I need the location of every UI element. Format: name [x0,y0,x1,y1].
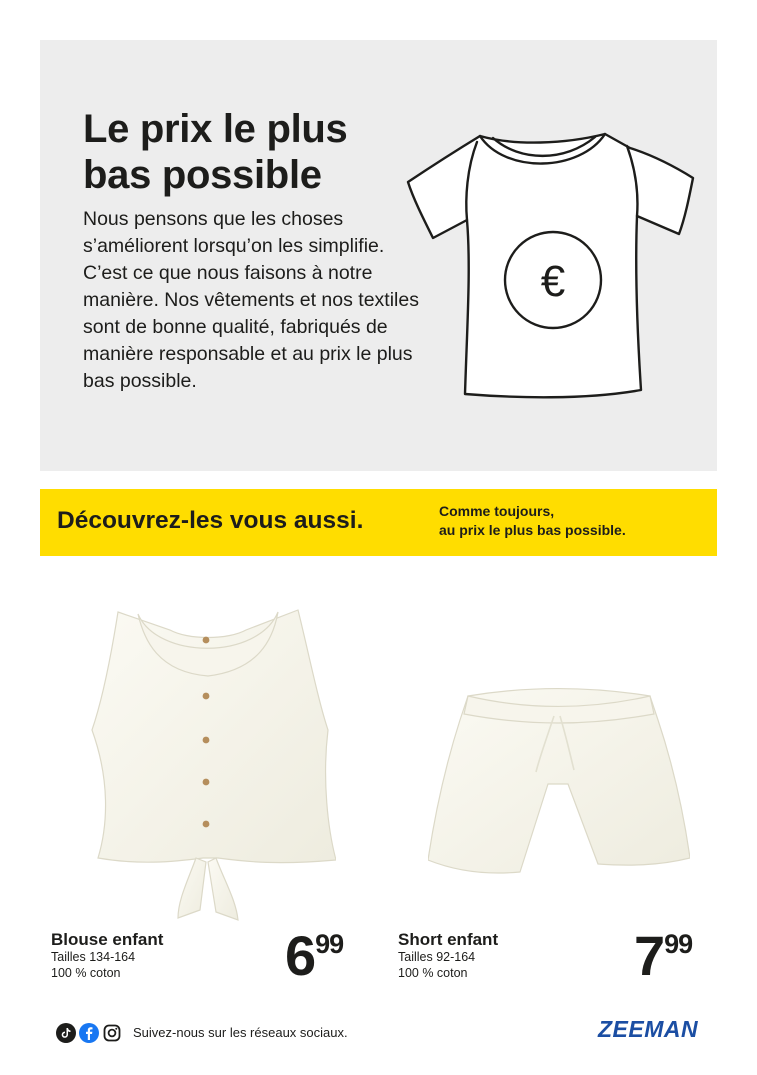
instagram-icon[interactable] [102,1023,122,1043]
banner-title: Découvrez-les vous aussi. [57,507,364,534]
price-cents: 99 [664,929,693,959]
banner-subtitle [439,502,626,540]
facebook-icon[interactable] [79,1023,99,1043]
product-sizes: Tailles 92-164 [398,950,476,964]
product-price [634,924,693,987]
hero-title: Le prix le plus bas possible [83,107,348,197]
tshirt-illustration-icon [405,128,700,408]
footer-social-text: Suivez-nous sur les réseaux sociaux. [133,1025,348,1040]
hero-body: Nous pensons que les choses s’améliorent lorsqu’on les simplifie. C’est ce que nous faisons à notre manière. Nos vêtements et nos textiles sont de bonne qualité, fabriqués de manière responsable et au prix le plus bas possible. [83,208,419,392]
blouse-product-image [78,600,336,930]
social-icons [56,1023,122,1043]
price-euros: 7 [634,924,665,987]
product-sizes: Tailles 134-164 [51,950,136,964]
price-cents: 99 [315,929,344,959]
tiktok-icon[interactable] [56,1023,76,1043]
short-product-image [428,680,690,880]
product-material: 100 % coton [398,966,468,980]
product-material: 100 % coton [51,966,121,980]
product-name: Short enfant [398,930,499,949]
price-euros: 6 [285,924,316,987]
banner [40,489,717,556]
euro-symbol: € [540,257,566,306]
product-price [285,924,344,987]
zeeman-logo[interactable]: ZEEMAN [598,1016,699,1042]
banner-subtitle-line1: Comme toujours, [439,503,555,519]
product-name: Blouse enfant [51,930,164,949]
banner-subtitle-line2: au prix le plus bas possible. [439,522,626,538]
